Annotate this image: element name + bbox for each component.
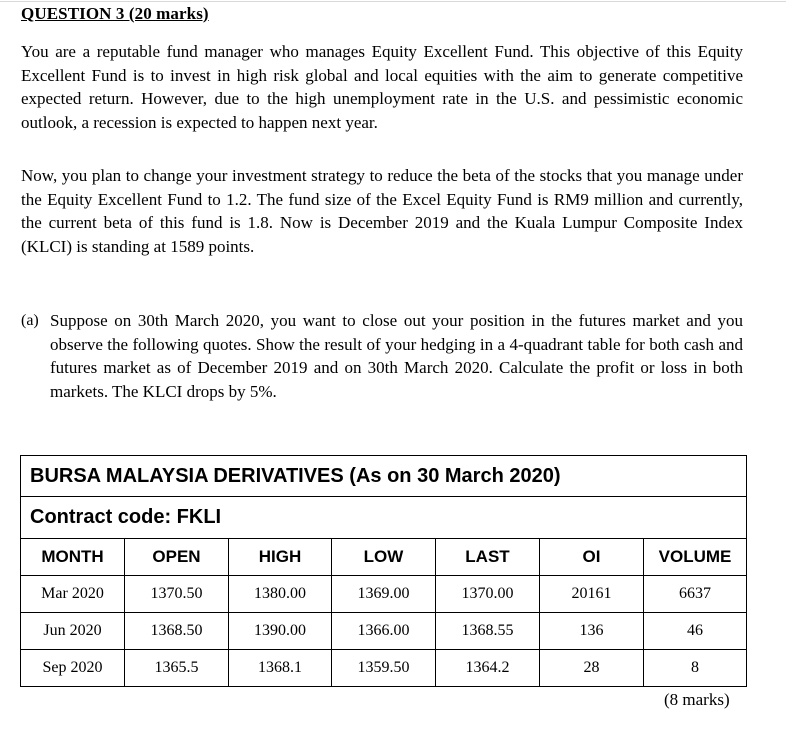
cell-open: 1368.50 <box>125 613 229 650</box>
futures-quotes-table <box>20 455 747 687</box>
paragraph-fund-objective: You are a reputable fund manager who manages Equity Excellent Fund. This objective of this Equity Excellent Fund is to invest in high risk global and local equities with the aim to generate competitive expected return. However, due to the high unemployment rate in the U.S. and pessimistic economic outlook, a recession is expected to happen next year. <box>21 42 743 132</box>
column-header-high: HIGH <box>229 539 332 576</box>
cell-last: 1370.00 <box>436 576 540 613</box>
top-divider <box>0 1 786 2</box>
cell-volume: 6637 <box>644 576 747 613</box>
cell-month: Sep 2020 <box>21 650 125 687</box>
cell-high: 1368.1 <box>229 650 332 687</box>
table-header-row <box>21 539 747 576</box>
cell-open: 1365.5 <box>125 650 229 687</box>
column-header-open: OPEN <box>125 539 229 576</box>
column-header-low: LOW <box>332 539 436 576</box>
cell-volume: 8 <box>644 650 747 687</box>
cell-oi: 136 <box>540 613 644 650</box>
part-a-text: Suppose on 30th March 2020, you want to close out your position in the futures market and you observe the following quotes. Show the result of your hedging in a 4-quadrant table for both cash and futures market as of December 2019 and on 30th March 2020. Calculate the profit or loss in both markets. The KLCI drops by 5%. <box>50 311 743 401</box>
part-a <box>21 309 743 403</box>
cell-low: 1359.50 <box>332 650 436 687</box>
cell-high: 1390.00 <box>229 613 332 650</box>
part-a-label: (a) <box>21 312 39 329</box>
cell-oi: 28 <box>540 650 644 687</box>
contract-code-row <box>21 497 747 539</box>
cell-month: Mar 2020 <box>21 576 125 613</box>
table-row <box>21 650 747 687</box>
column-header-month: MONTH <box>21 539 125 576</box>
cell-low: 1369.00 <box>332 576 436 613</box>
table-row <box>21 576 747 613</box>
marks-label: (8 marks) <box>664 690 730 709</box>
cell-oi: 20161 <box>540 576 644 613</box>
cell-open: 1370.50 <box>125 576 229 613</box>
column-header-last: LAST <box>436 539 540 576</box>
table-row <box>21 613 747 650</box>
contract-code: Contract code: FKLI <box>21 497 747 539</box>
table-title: BURSA MALAYSIA DERIVATIVES (As on 30 March 2020) <box>21 456 747 497</box>
column-header-oi: OI <box>540 539 644 576</box>
paragraph-investment-strategy: Now, you plan to change your investment strategy to reduce the beta of the stocks that you manage under the Equity Excellent Fund to 1.2. The fund size of the Excel Equity Fund is RM9 million and currently, the current beta of this fund is 1.8. Now is December 2019 and the Kuala Lumpur Composite Index (KLCI) is standing at 1589 points. <box>21 166 743 256</box>
cell-low: 1366.00 <box>332 613 436 650</box>
table-title-row <box>21 456 747 497</box>
cell-high: 1380.00 <box>229 576 332 613</box>
column-header-volume: VOLUME <box>644 539 747 576</box>
cell-last: 1364.2 <box>436 650 540 687</box>
cell-month: Jun 2020 <box>21 613 125 650</box>
question-heading: QUESTION 3 (20 marks) <box>21 4 209 23</box>
cell-last: 1368.55 <box>436 613 540 650</box>
cell-volume: 46 <box>644 613 747 650</box>
